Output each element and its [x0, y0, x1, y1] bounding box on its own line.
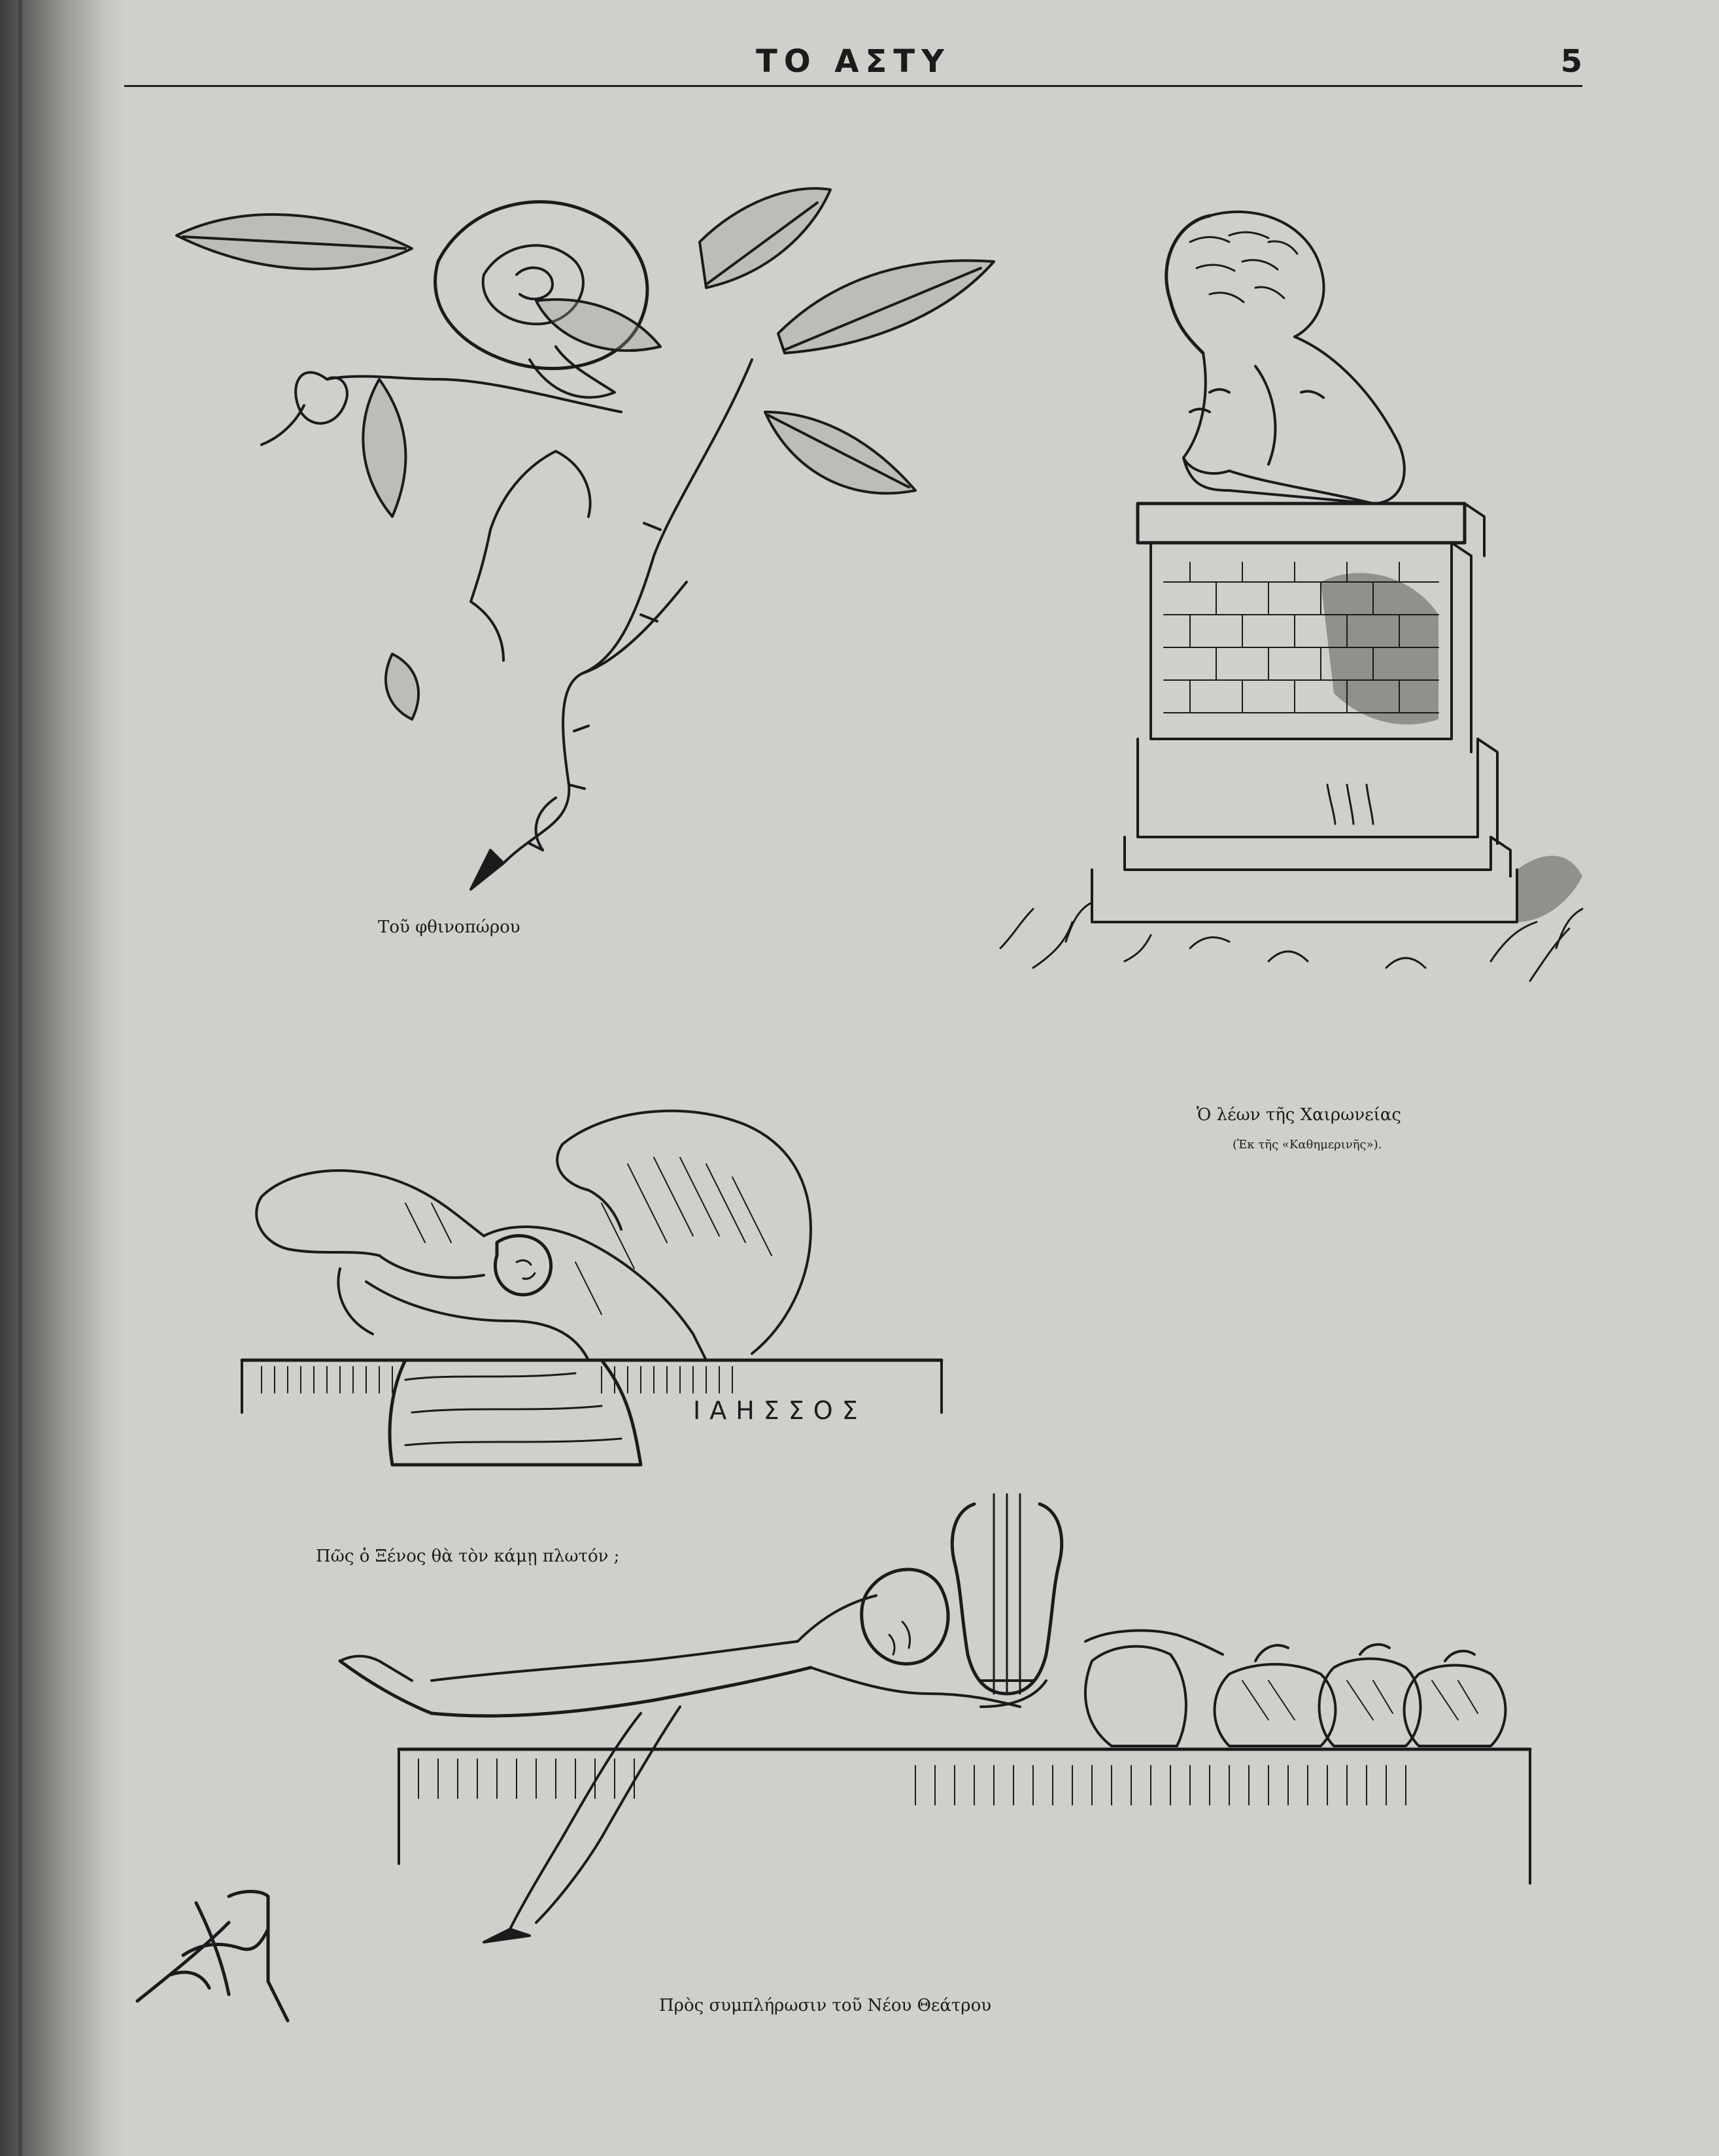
binding-edge: [18, 0, 22, 2156]
lion-credit: (Ἐκ τῆς «Καθημερινῆς»).: [1233, 1138, 1382, 1152]
masthead: ΤΟ ΑΣΤΥ: [756, 43, 951, 80]
header-rule: [124, 85, 1582, 87]
statue-illustration: [235, 1072, 955, 1478]
rose-illustration: [163, 163, 1013, 915]
statue-caption: Πῶς ὁ Ξένος θὰ τὸν κάμῃ πλωτόν ;: [316, 1547, 620, 1566]
plinth-inscription: ΙΑΗΣΣΟΣ: [693, 1396, 867, 1425]
theatre-caption: Πρὸς συμπλήρωσιν τοῦ Νέου Θεάτρου: [659, 1996, 992, 2015]
page-number: 5: [1560, 43, 1582, 80]
rose-caption: Τοῦ φθινοπώρου: [378, 917, 520, 937]
artist-monogram: [131, 1877, 301, 2027]
lion-illustration: [994, 196, 1595, 1020]
lion-caption: Ὁ λέων τῆς Χαιρωνείας: [1197, 1105, 1401, 1125]
page-header: [124, 39, 1582, 98]
theatre-illustration: [327, 1484, 1602, 1955]
